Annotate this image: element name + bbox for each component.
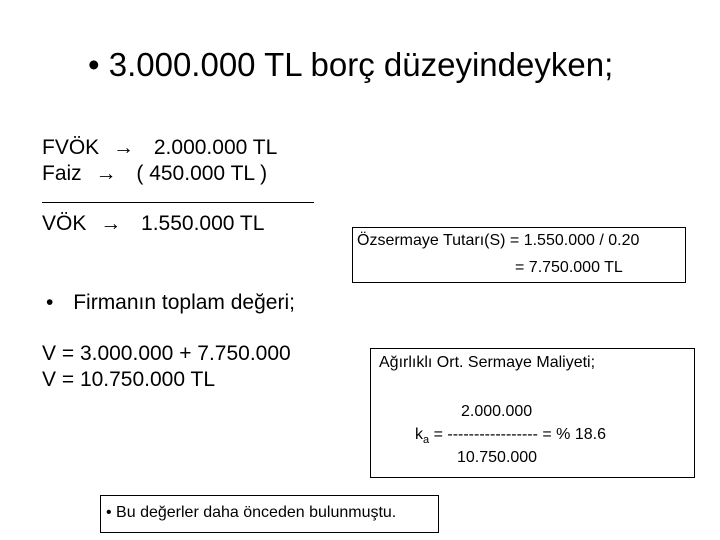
- faiz-line: [42, 162, 267, 186]
- bullet-icon: •: [46, 291, 54, 314]
- wacc-equation: = ----------------- = % 18.6: [433, 426, 606, 443]
- wacc-numerator: 2.000.000: [461, 403, 533, 420]
- wacc-formula: [415, 426, 606, 446]
- wacc-title: Ağırlıklı Ort. Sermaye Maliyeti;: [379, 354, 596, 371]
- ozsermaye-box: [352, 227, 686, 283]
- v-line2: V = 10.750.000 TL: [42, 368, 216, 391]
- vok-line: [42, 212, 264, 236]
- slide-title: • 3.000.000 TL borç düzeyindeyken;: [88, 46, 614, 83]
- v-line1: V = 3.000.000 + 7.750.000: [42, 342, 291, 365]
- note-box: [100, 495, 439, 533]
- faiz-value: ( 450.000 TL ): [136, 162, 268, 185]
- arrow-right-icon: →: [95, 162, 117, 185]
- vok-label: VÖK: [42, 212, 87, 235]
- wacc-k: k: [415, 426, 423, 443]
- fvok-line: [42, 136, 277, 160]
- fvok-label: FVÖK: [42, 136, 100, 159]
- arrow-right-icon: →: [100, 212, 122, 235]
- vok-value: 1.550.000 TL: [141, 212, 265, 235]
- wacc-denominator: 10.750.000: [457, 449, 538, 466]
- firma-text: Firmanın toplam değeri;: [73, 291, 295, 314]
- wacc-box: [370, 348, 695, 478]
- fvok-value: 2.000.000 TL: [153, 136, 278, 159]
- sum-divider: [42, 202, 314, 203]
- ozsermaye-line2: = 7.750.000 TL: [515, 259, 623, 276]
- ozsermaye-line1: Özsermaye Tutarı(S) = 1.550.000 / 0.20: [357, 232, 640, 249]
- arrow-right-icon: →: [113, 136, 135, 159]
- wacc-subscript: a: [423, 434, 430, 447]
- note-text: • Bu değerler daha önceden bulunmuştu.: [106, 504, 397, 521]
- firma-bullet-line: [46, 291, 295, 315]
- faiz-label: Faiz: [42, 162, 82, 185]
